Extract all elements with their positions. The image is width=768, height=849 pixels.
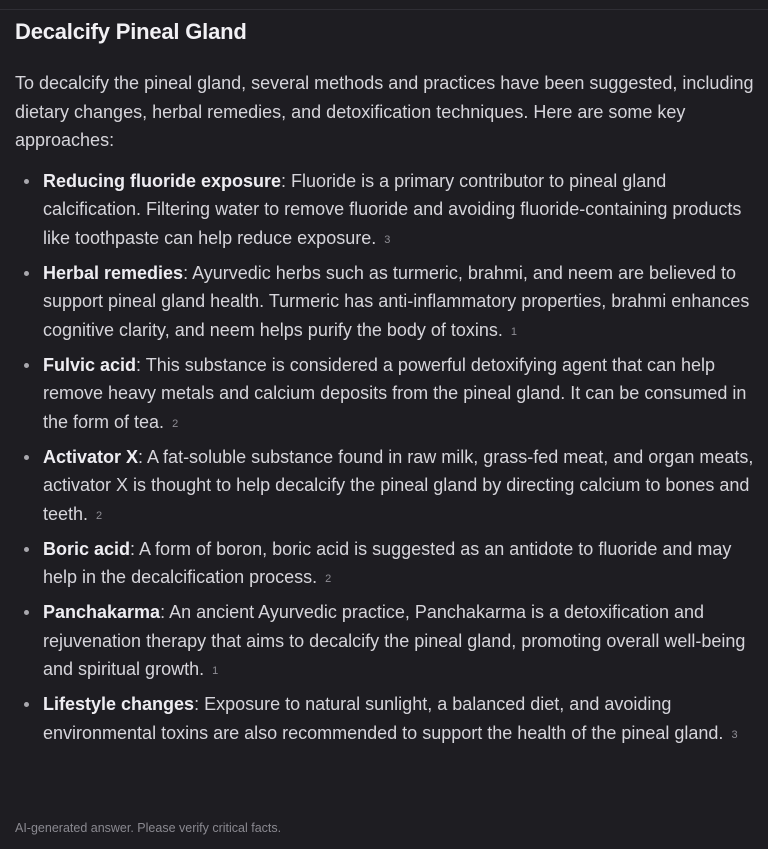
citation-link[interactable]: 2 <box>96 509 103 522</box>
bullet-icon <box>24 179 29 184</box>
citation-link[interactable]: 3 <box>731 728 738 741</box>
item-term: Panchakarma <box>43 602 161 622</box>
bullet-icon <box>24 271 29 276</box>
item-text: : Fluoride is a primary contributor to pineal gland calcification. Filtering water to remove fluoride and avoiding fluoride-containing products like toothpaste can help reduce exposure. <box>43 170 742 248</box>
bullet-icon <box>24 363 29 368</box>
list-item <box>15 443 760 531</box>
ai-disclaimer: AI-generated answer. Please verify critical facts. <box>15 821 282 835</box>
item-term: Activator X <box>43 446 139 467</box>
bullet-icon <box>24 702 29 707</box>
citation-link[interactable]: 1 <box>510 325 518 338</box>
list-item <box>15 259 760 347</box>
item-term: Reducing fluoride exposure <box>43 170 282 191</box>
item-text: : Exposure to natural sunlight, a balanced diet, and avoiding environmental toxins are also recommended to support the health of the pineal gland. <box>43 694 724 743</box>
item-term: Fulvic acid <box>43 354 137 375</box>
top-divider <box>0 9 768 10</box>
item-text: : This substance is considered a powerful detoxifying agent that can help remove heavy metals and calcium deposits from the pineal gland. It can be consumed in the form of tea. <box>43 354 747 432</box>
item-text: : An ancient Ayurvedic practice, Panchakarma is a detoxification and rejuvenation therapy that aims to decalcify the pineal gland, promoting overall well-being and spiritual growth. <box>43 602 746 679</box>
item-term: Boric acid <box>43 538 131 559</box>
citation-link[interactable]: 1 <box>212 665 219 677</box>
item-term: Herbal remedies <box>43 262 184 283</box>
citation-link[interactable]: 2 <box>325 573 332 585</box>
bullet-icon <box>24 455 29 460</box>
item-text: : A fat-soluble substance found in raw milk, grass-fed meat, and organ meats, activator X is thought to help decalcify the pineal gland by directing calcium to bones and teeth. <box>43 446 754 524</box>
list-item <box>15 167 760 255</box>
list-item <box>15 535 760 594</box>
bullet-icon <box>24 610 29 615</box>
answer-intro: To decalcify the pineal gland, several methods and practices have been suggested, including dietary changes, herbal remedies, and detoxification techniques. Here are some key approaches: <box>15 73 754 150</box>
bullet-icon <box>24 547 29 552</box>
list-item <box>15 598 760 686</box>
citation-link[interactable]: 2 <box>172 417 179 430</box>
item-term: Lifestyle changes <box>43 694 195 714</box>
item-text: : A form of boron, boric acid is suggested as an antidote to fluoride and may help in the decalcification process. <box>43 538 732 587</box>
item-text: : Ayurvedic herbs such as turmeric, brahmi, and neem are believed to support pineal gland health. Turmeric has anti-inflammatory properties, brahmi enhances cognitive clarity, and neem helps purify the body of toxins. <box>43 262 750 340</box>
approaches-list <box>15 167 760 750</box>
answer-panel <box>15 16 760 754</box>
answer-title: Decalcify Pineal Gland <box>15 19 247 44</box>
list-item <box>15 690 760 749</box>
citation-link[interactable]: 3 <box>384 233 391 246</box>
list-item <box>15 351 760 439</box>
